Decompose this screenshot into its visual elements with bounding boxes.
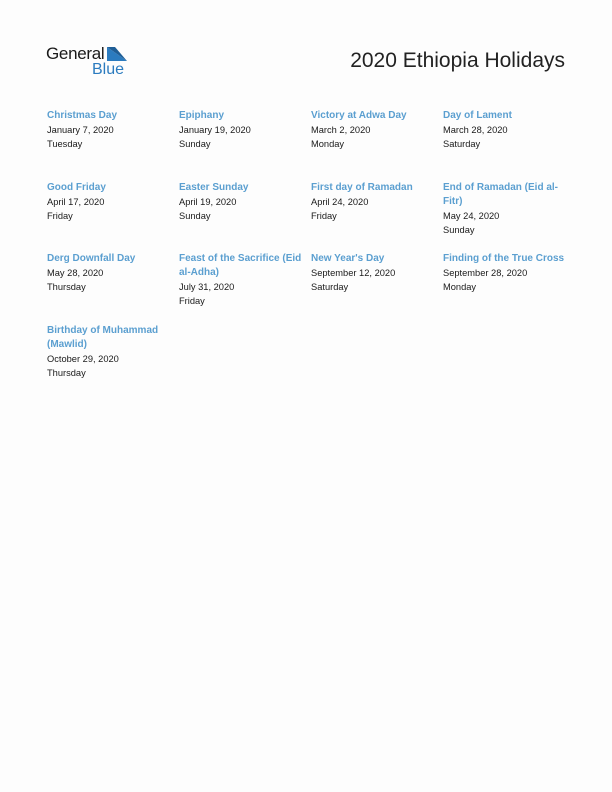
- holiday-item: [47, 181, 179, 252]
- holiday-name: End of Ramadan (Eid al-Fitr): [443, 182, 559, 207]
- holiday-weekday: Friday: [311, 211, 337, 221]
- holiday-date: September 28, 2020: [443, 268, 528, 278]
- holiday-name: Christmas Day: [47, 110, 118, 121]
- holiday-item: [443, 252, 575, 324]
- page-title: 2020 Ethiopia Holidays: [350, 49, 565, 72]
- holiday-row: [47, 324, 575, 395]
- holiday-weekday: Tuesday: [47, 139, 83, 149]
- holiday-row: [47, 109, 575, 181]
- holiday-name: Epiphany: [179, 110, 225, 121]
- holiday-weekday: Saturday: [311, 282, 349, 292]
- holiday-weekday: Thursday: [47, 282, 86, 292]
- holiday-name: Easter Sunday: [179, 182, 249, 193]
- holiday-item: [179, 109, 311, 181]
- holiday-weekday: Monday: [443, 282, 477, 292]
- holiday-name: Feast of the Sacrifice (Eid al-Adha): [179, 253, 302, 278]
- holiday-weekday: Thursday: [47, 368, 86, 378]
- holiday-item: [47, 109, 179, 181]
- holiday-weekday: Monday: [311, 139, 345, 149]
- holiday-date: April 24, 2020: [311, 197, 369, 207]
- holiday-date: October 29, 2020: [47, 354, 119, 364]
- holiday-date: March 28, 2020: [443, 125, 508, 135]
- holiday-item: [47, 324, 179, 395]
- holiday-date: May 24, 2020: [443, 211, 500, 221]
- holiday-name: Day of Lament: [443, 110, 512, 121]
- holiday-weekday: Sunday: [179, 211, 211, 221]
- holiday-date: July 31, 2020: [179, 282, 235, 292]
- holiday-name: Victory at Adwa Day: [311, 110, 407, 121]
- holiday-item: [311, 252, 443, 324]
- holiday-name: Good Friday: [47, 182, 106, 193]
- blue-flag-icon: [107, 47, 127, 61]
- holiday-name: Birthday of Muhammad (Mawlid): [47, 325, 159, 350]
- holiday-row: [47, 181, 575, 252]
- holiday-item: [311, 181, 443, 252]
- holiday-date: April 17, 2020: [47, 197, 105, 207]
- holiday-item: [443, 109, 575, 181]
- holiday-date: April 19, 2020: [179, 197, 237, 207]
- logo-word-blue: Blue: [92, 61, 125, 78]
- holiday-name: First day of Ramadan: [311, 182, 413, 193]
- logo-word-general: General: [46, 44, 105, 63]
- holiday-name: Derg Downfall Day: [47, 253, 136, 264]
- holiday-weekday: Friday: [47, 211, 73, 221]
- holiday-date: May 28, 2020: [47, 268, 104, 278]
- holiday-weekday: Saturday: [443, 139, 481, 149]
- holiday-grid: [47, 109, 575, 395]
- holiday-item: [443, 181, 575, 252]
- holiday-date: January 19, 2020: [179, 125, 251, 135]
- holiday-row: [47, 252, 575, 324]
- holiday-item: [179, 252, 311, 324]
- holiday-date: January 7, 2020: [47, 125, 114, 135]
- generalblue-logo: [46, 44, 136, 80]
- holiday-date: March 2, 2020: [311, 125, 371, 135]
- holiday-weekday: Friday: [179, 296, 205, 306]
- holiday-item: [311, 109, 443, 181]
- holiday-name: New Year's Day: [311, 253, 385, 264]
- holiday-date: September 12, 2020: [311, 268, 396, 278]
- holiday-weekday: Sunday: [179, 139, 211, 149]
- holiday-item: [47, 252, 179, 324]
- holiday-item: [179, 181, 311, 252]
- holiday-name: Finding of the True Cross: [443, 253, 565, 264]
- holiday-weekday: Sunday: [443, 225, 475, 235]
